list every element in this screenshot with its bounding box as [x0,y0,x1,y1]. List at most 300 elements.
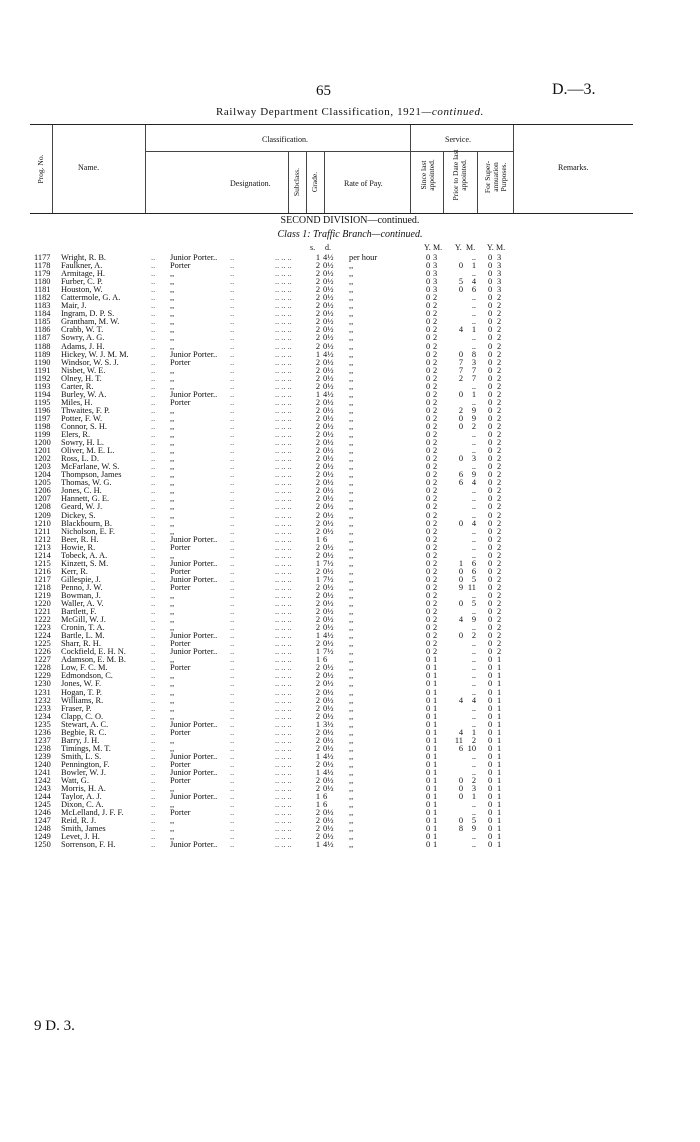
prior-months: .. [471,639,476,649]
row-number: 1235 [34,719,51,729]
dot-leader: .. .. .. [275,832,292,842]
rate-pence: 3½ [323,719,334,729]
prior-months: .. [471,381,476,391]
employee-name: Thompson, James [61,470,122,480]
super-months: 1 [497,703,502,713]
rate-pence: 0½ [323,261,334,271]
super-months: 1 [497,768,502,777]
dot-leader: .. .. .. [275,647,292,657]
super-years: 0 [488,655,493,665]
unit-months: M. [496,243,506,252]
dot-leader: .. .. .. [275,840,292,850]
rate-period: ,, [349,727,354,737]
rate-period: ,, [349,510,354,520]
since-last-months: 3 [433,277,438,287]
rate-period: ,, [349,381,354,391]
super-months: 1 [497,655,502,665]
super-years: 0 [488,494,493,504]
designation: ,, [170,518,175,528]
super-months: 2 [497,446,502,456]
prior-months: .. [471,542,476,552]
super-years: 0 [488,325,493,335]
prior-months: 9 [471,470,476,480]
dot-leader: .. .. .. [275,776,292,786]
super-years: 0 [488,526,493,536]
prior-years: 1 [458,558,463,568]
employee-name: Furber, C. P. [61,277,103,287]
since-last-years: 0 [426,599,431,609]
since-last-months: 2 [433,397,438,407]
prior-months: .. [471,317,476,327]
row-number: 1200 [34,438,51,448]
rate-shillings: 2 [315,502,320,512]
super-months: 1 [497,824,502,834]
dot-leader: .. [230,679,235,689]
header-prior-to: Prior to Date last appointed. [451,149,468,201]
employee-name: Timings, M. T. [61,743,111,753]
super-years: 0 [488,550,493,560]
dot-leader: .. .. .. [275,695,292,705]
row-number: 1191 [34,365,51,375]
prior-months: .. [471,526,476,536]
dot-leader: .. [230,486,235,496]
since-last-months: 2 [433,639,438,649]
super-months: 2 [497,462,502,472]
rate-pence: 0½ [323,301,334,311]
rate-period: ,, [349,542,354,552]
dot-leader: .. .. .. [275,373,292,383]
designation: ,, [170,784,175,794]
prior-months: .. [471,510,476,520]
row-number: 1213 [34,542,51,552]
super-months: 1 [497,751,502,761]
row-number: 1197 [34,413,51,423]
rate-period: ,, [349,759,354,769]
since-last-months: 2 [433,582,438,592]
dot-leader: .. [151,413,156,423]
dot-leader: .. [230,607,235,617]
row-number: 1182 [34,293,51,303]
prior-months: 11 [467,582,476,592]
employee-name: Thwaites, F. P. [61,405,110,415]
row-number: 1223 [34,623,51,633]
super-months: 2 [497,550,502,560]
dot-leader: .. .. .. [275,631,292,641]
prior-months: 9 [471,413,476,423]
super-years: 0 [488,333,493,343]
rate-period: ,, [349,341,354,351]
rate-shillings: 1 [315,647,320,657]
row-number: 1232 [34,695,51,705]
rate-period: ,, [349,695,354,705]
super-months: 1 [497,776,502,786]
header-divider [410,125,411,213]
since-last-years: 0 [426,502,431,512]
rate-shillings: 2 [315,486,320,496]
dot-leader: .. [151,735,156,745]
dot-leader: .. .. .. [275,582,292,592]
rate-pence: 4½ [323,253,334,262]
employee-name: Hogan, T. P. [61,687,102,697]
since-last-months: 2 [433,333,438,343]
prior-years: 2 [458,373,463,383]
dot-leader: .. [230,663,235,673]
rate-shillings: 2 [315,743,320,753]
employee-name: Bartlett, F. [61,607,97,617]
prior-months: .. [471,534,476,544]
employee-name: Williams, R. [61,695,104,705]
super-years: 0 [488,438,493,448]
rate-period: ,, [349,526,354,536]
super-months: 2 [497,590,502,600]
row-number: 1185 [34,317,51,327]
designation: ,, [170,800,175,810]
dot-leader: .. [151,671,156,681]
dot-leader: .. .. .. [275,759,292,769]
prior-months: .. [471,253,476,262]
dot-leader: .. [151,784,156,794]
designation: Porter [170,663,191,673]
super-years: 0 [488,462,493,472]
rate-period: ,, [349,454,354,464]
super-months: 2 [497,397,502,407]
super-months: 2 [497,389,502,399]
dot-leader: .. .. .. [275,816,292,826]
super-years: 0 [488,768,493,777]
rate-period: ,, [349,365,354,375]
prior-months: .. [471,647,476,657]
designation: Junior Porter.. [170,751,218,761]
since-last-months: 2 [433,518,438,528]
dot-leader: .. [230,759,235,769]
rate-pence: 0½ [323,413,334,423]
prior-months: 7 [471,365,476,375]
rate-shillings: 2 [315,607,320,617]
employee-name: Adams, J. H. [61,341,105,351]
designation: ,, [170,317,175,327]
dot-leader: .. [151,421,156,431]
dot-leader: .. .. .. [275,719,292,729]
since-last-months: 1 [433,816,438,826]
row-number: 1186 [34,325,51,335]
employee-name: Bartle, L. M. [61,631,105,641]
rate-shillings: 2 [315,703,320,713]
super-months: 1 [497,743,502,753]
rate-period: ,, [349,663,354,673]
designation: Porter [170,397,191,407]
rate-period: ,, [349,470,354,480]
rate-pence: 0½ [323,623,334,633]
prior-years: 0 [458,566,463,576]
row-number: 1222 [34,615,51,625]
employee-name: Adamson, E. M. B. [61,655,126,665]
super-years: 0 [488,430,493,440]
super-months: 2 [497,357,502,367]
prior-months: 5 [471,816,476,826]
prior-months: .. [471,655,476,665]
rate-pence: 0½ [323,285,334,295]
rate-pence: 0½ [323,421,334,431]
since-last-years: 0 [426,558,431,568]
dot-leader: .. [151,534,156,544]
row-number: 1249 [34,832,51,842]
document-reference: D.—3. [552,81,596,98]
designation: ,, [170,269,175,279]
employee-name: Bowler, W. J. [61,768,107,777]
dot-leader: .. .. .. [275,502,292,512]
dot-leader: .. [151,542,156,552]
row-number: 1242 [34,776,51,786]
rate-shillings: 2 [315,550,320,560]
dot-leader: .. [230,309,235,319]
prior-years: 5 [458,277,463,287]
super-years: 0 [488,341,493,351]
employee-name: Cronin, T. A. [61,623,105,633]
since-last-years: 0 [426,373,431,383]
rate-pence: 6 [323,655,328,665]
since-last-months: 1 [433,671,438,681]
super-months: 2 [497,301,502,311]
rate-pence: 0½ [323,784,334,794]
since-last-years: 0 [426,430,431,440]
header-divider [513,125,514,213]
rate-pence: 0½ [323,478,334,488]
super-months: 2 [497,502,502,512]
rate-period: ,, [349,751,354,761]
designation: ,, [170,743,175,753]
employee-name: Waller, A. V. [61,599,104,609]
since-last-years: 0 [426,800,431,810]
rate-shillings: 1 [315,792,320,802]
header-divider [443,151,444,213]
since-last-months: 1 [433,751,438,761]
table-body [0,254,700,849]
super-years: 0 [488,454,493,464]
row-number: 1250 [34,840,51,850]
since-last-years: 0 [426,566,431,576]
dot-leader: .. [151,277,156,287]
dot-leader: .. .. .. [275,478,292,488]
since-last-months: 2 [433,430,438,440]
rate-period: ,, [349,269,354,279]
employee-name: Cattermole, G. A. [61,293,121,303]
prior-months: .. [471,808,476,818]
row-number: 1243 [34,784,51,794]
designation: Porter [170,759,191,769]
dot-leader: .. [151,759,156,769]
rate-pence: 0½ [323,486,334,496]
rate-pence: 0½ [323,695,334,705]
designation: Porter [170,542,191,552]
super-years: 0 [488,502,493,512]
rate-pence: 0½ [323,832,334,842]
rate-shillings: 2 [315,639,320,649]
employee-name: Nicholson, E. F. [61,526,115,536]
dot-leader: .. [230,824,235,834]
prior-months: .. [471,703,476,713]
since-last-months: 2 [433,438,438,448]
rate-shillings: 2 [315,357,320,367]
dot-leader: .. [230,462,235,472]
rate-pence: 0½ [323,671,334,681]
rate-period: ,, [349,277,354,287]
dot-leader: .. [230,751,235,761]
rate-shillings: 2 [315,695,320,705]
designation: ,, [170,703,175,713]
dot-leader: .. [151,526,156,536]
designation: ,, [170,478,175,488]
employee-name: Sharr, R. H. [61,639,101,649]
super-years: 0 [488,832,493,842]
employee-name: Fraser, P. [61,703,92,713]
dot-leader: .. .. .. [275,333,292,343]
rate-shillings: 2 [315,301,320,311]
rate-pence: 0½ [323,325,334,335]
super-years: 0 [488,639,493,649]
dot-leader: .. .. .. [275,454,292,464]
employee-name: Sowry, A. G. [61,333,105,343]
rate-shillings: 2 [315,430,320,440]
prior-years: 0 [458,349,463,359]
designation: ,, [170,293,175,303]
dot-leader: .. .. .. [275,430,292,440]
unit-months: M. [466,243,476,252]
dot-leader: .. .. .. [275,566,292,576]
rate-shillings: 2 [315,566,320,576]
designation: ,, [170,470,175,480]
rate-period: ,, [349,679,354,689]
employee-name: Ross, L. D. [61,454,99,464]
header-divider [145,125,146,213]
rate-period: ,, [349,816,354,826]
dot-leader: .. .. .. [275,655,292,665]
rate-pence: 0½ [323,293,334,303]
since-last-years: 0 [426,470,431,480]
prior-months: .. [471,269,476,279]
super-years: 0 [488,759,493,769]
designation: ,, [170,655,175,665]
header-designation: Designation. [230,179,271,188]
rate-shillings: 1 [315,768,320,777]
prior-years: 0 [458,631,463,641]
prior-months: 4 [471,277,476,287]
dot-leader: .. [230,800,235,810]
employee-name: Ingram, D. P. S. [61,309,115,319]
dot-leader: .. [151,494,156,504]
dot-leader: .. [230,438,235,448]
employee-name: Hannett, G. E. [61,494,110,504]
super-months: 1 [497,719,502,729]
super-years: 0 [488,607,493,617]
dot-leader: .. [151,623,156,633]
division-heading: SECOND DIVISION—continued. [280,215,420,226]
dot-leader: .. .. .. [275,357,292,367]
dot-leader: .. .. .. [275,261,292,271]
rate-pence: 0½ [323,510,334,520]
row-number: 1196 [34,405,51,415]
rate-shillings: 2 [315,808,320,818]
since-last-years: 0 [426,679,431,689]
prior-months: .. [471,502,476,512]
dot-leader: .. [151,832,156,842]
designation: ,, [170,301,175,311]
rate-shillings: 1 [315,800,320,810]
employee-name: Penno, J. W. [61,582,103,592]
since-last-years: 0 [426,816,431,826]
since-last-months: 2 [433,413,438,423]
rate-shillings: 2 [315,599,320,609]
since-last-months: 2 [433,341,438,351]
employee-name: Thomas, W. G. [61,478,112,488]
dot-leader: .. .. .. [275,413,292,423]
rate-period: ,, [349,421,354,431]
header-remarks: Remarks. [558,163,589,172]
super-years: 0 [488,373,493,383]
since-last-years: 0 [426,293,431,303]
since-last-months: 3 [433,285,438,295]
rate-pence: 0½ [323,269,334,279]
since-last-years: 0 [426,671,431,681]
since-last-years: 0 [426,663,431,673]
since-last-months: 2 [433,381,438,391]
rate-shillings: 2 [315,679,320,689]
dot-leader: .. .. .. [275,751,292,761]
dot-leader: .. .. .. [275,671,292,681]
dot-leader: .. .. .. [275,317,292,327]
since-last-months: 2 [433,293,438,303]
dot-leader: .. .. .. [275,800,292,810]
designation: ,, [170,462,175,472]
prior-months: .. [471,663,476,673]
prior-years: 0 [458,518,463,528]
prior-months: 7 [471,373,476,383]
dot-leader: .. .. .. [275,293,292,303]
rate-pence: 0½ [323,590,334,600]
super-months: 2 [497,623,502,633]
dot-leader: .. [151,373,156,383]
designation: ,, [170,438,175,448]
rate-period: ,, [349,494,354,504]
dot-leader: .. .. .. [275,607,292,617]
class-heading: Class 1: Traffic Branch—continued. [277,229,423,240]
dot-leader: .. .. .. [275,349,292,359]
dot-leader: .. [230,743,235,753]
dot-leader: .. .. .. [275,703,292,713]
dot-leader: .. [230,599,235,609]
designation: ,, [170,687,175,697]
dot-leader: .. [230,590,235,600]
dot-leader: .. [230,277,235,287]
dot-leader: .. [151,510,156,520]
prior-months: .. [471,438,476,448]
rate-period: ,, [349,478,354,488]
designation: Junior Porter.. [170,647,218,657]
since-last-months: 1 [433,784,438,794]
since-last-years: 0 [426,462,431,472]
super-years: 0 [488,711,493,721]
designation: ,, [170,590,175,600]
since-last-months: 1 [433,655,438,665]
employee-name: Clapp, C. O. [61,711,104,721]
rate-shillings: 1 [315,349,320,359]
row-number: 1218 [34,582,51,592]
prior-months: 4 [471,518,476,528]
since-last-years: 0 [426,784,431,794]
row-number: 1245 [34,800,51,810]
row-number: 1206 [34,486,51,496]
rate-period: ,, [349,719,354,729]
unit-d: d. [325,243,331,252]
